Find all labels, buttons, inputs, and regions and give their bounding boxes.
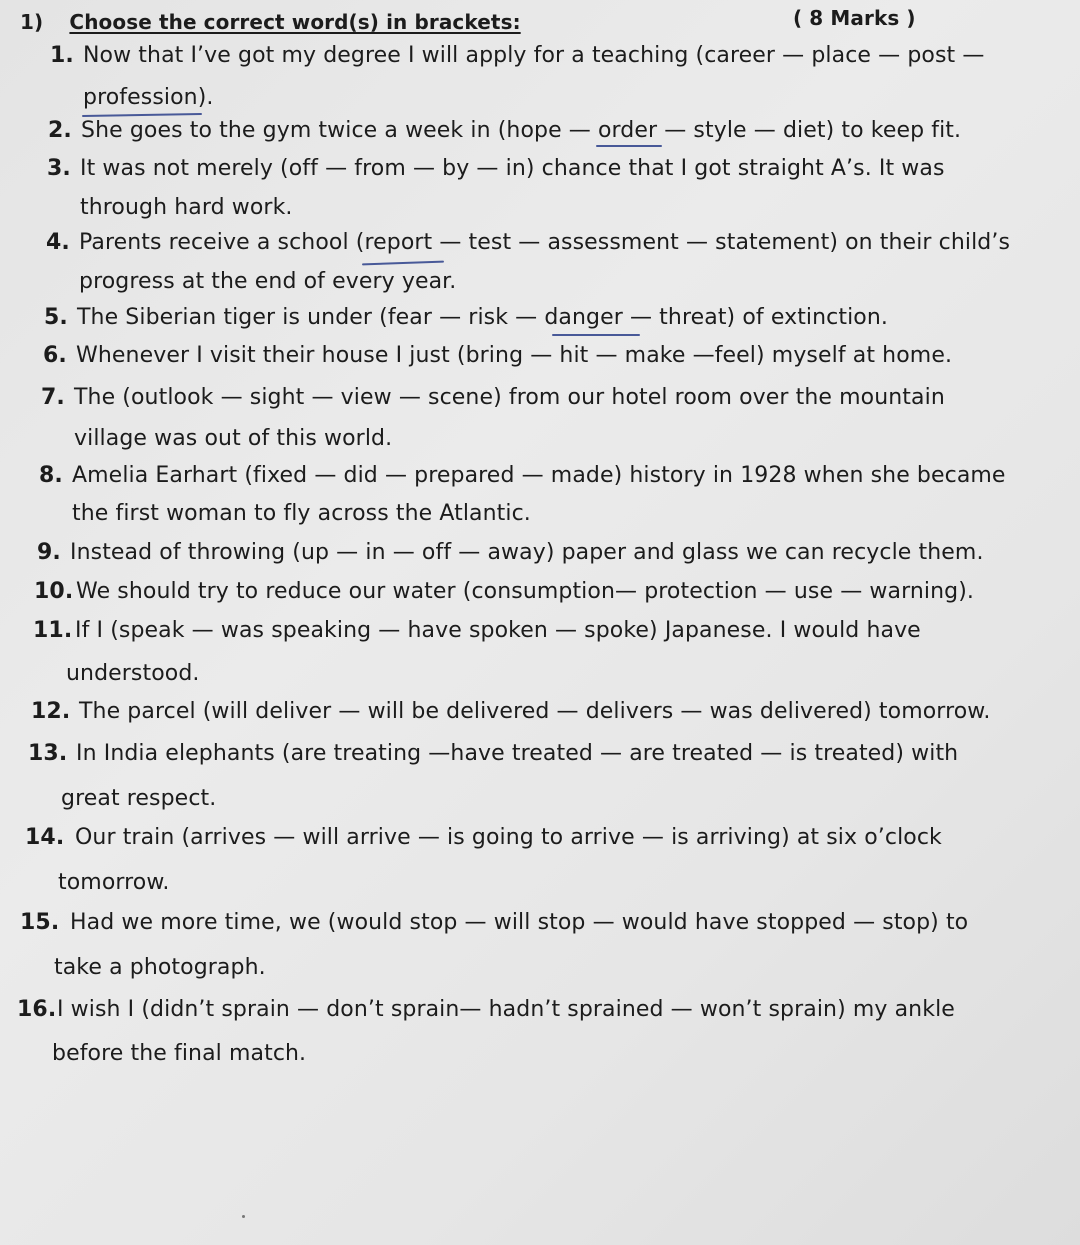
question-13	[28, 740, 958, 768]
question-4	[46, 229, 1010, 257]
question-text: If I (speak — was speaking — have spoken — spoke) Japanese. I would have	[75, 618, 921, 643]
question-4-continuation: progress at the end of every year.	[79, 269, 457, 294]
question-16-continuation: before the final match.	[52, 1041, 307, 1066]
question-9	[37, 539, 984, 567]
marks-label: ( 8 Marks )	[793, 6, 916, 30]
question-number: 5.	[44, 305, 68, 330]
question-1-continuation: profession).	[83, 85, 214, 110]
question-8	[39, 462, 1006, 490]
question-number: 3.	[47, 156, 71, 181]
question-number: 15.	[20, 910, 60, 935]
question-number: 8.	[39, 463, 63, 488]
section-heading	[20, 8, 521, 36]
question-10	[34, 578, 974, 606]
question-5	[44, 304, 888, 332]
question-number: 14.	[25, 825, 65, 850]
question-3	[47, 155, 945, 183]
question-15-continuation: take a photograph.	[54, 955, 266, 980]
question-number: 16.	[17, 997, 57, 1022]
question-text: Amelia Earhart (fixed — did — prepared — made) history in 1928 when she became	[72, 463, 1006, 488]
question-number: 9.	[37, 540, 61, 565]
question-3-continuation: through hard work.	[80, 195, 293, 220]
question-7-continuation: village was out of this world.	[74, 426, 393, 451]
question-number: 7.	[41, 385, 65, 410]
question-7	[41, 384, 945, 412]
question-text: The Siberian tiger is under (fear — risk — danger — threat) of extinction.	[77, 305, 889, 330]
question-number: 13.	[28, 741, 68, 766]
question-number: 10.	[34, 579, 74, 604]
question-text: The (outlook — sight — view — scene) from our hotel room over the mountain	[74, 385, 945, 410]
question-14	[25, 824, 942, 852]
question-6	[43, 342, 952, 370]
pen-underline-danger	[552, 334, 640, 336]
question-2	[48, 117, 961, 145]
question-15	[20, 909, 968, 937]
question-number: 11.	[33, 618, 73, 643]
question-number: 6.	[43, 343, 67, 368]
question-text: It was not merely (off — from — by — in) chance that I got straight A’s. It was	[80, 156, 945, 181]
question-number: 1.	[50, 43, 74, 68]
question-text: Our train (arrives — will arrive — is going to arrive — is arriving) at six o’clock	[75, 825, 942, 850]
question-16	[17, 996, 955, 1024]
question-12	[31, 698, 990, 726]
question-13-continuation: great respect.	[61, 786, 217, 811]
question-text: Parents receive a school (report — test — assessment — statement) on their child’s	[79, 230, 1011, 255]
question-11	[33, 617, 921, 645]
paper-speck	[242, 1215, 245, 1218]
question-text: Had we more time, we (would stop — will stop — would have stopped — stop) to	[70, 910, 969, 935]
question-text: We should try to reduce our water (consumption— protection — use — warning).	[76, 579, 974, 604]
question-text: I wish I (didn’t sprain — don’t sprain— hadn’t sprained — won’t sprain) my ankle	[57, 997, 955, 1022]
question-text: She goes to the gym twice a week in (hope — order — style — diet) to keep fit.	[81, 118, 962, 143]
question-number: 2.	[48, 118, 72, 143]
question-text: Whenever I visit their house I just (bring — hit — make —feel) myself at home.	[76, 343, 953, 368]
section-title: Choose the correct word(s) in brackets:	[69, 10, 521, 34]
question-1	[50, 42, 984, 70]
pen-underline-order	[596, 145, 662, 147]
question-number: 4.	[46, 230, 70, 255]
question-text: The parcel (will deliver — will be delivered — delivers — was delivered) tomorrow.	[79, 699, 991, 724]
question-14-continuation: tomorrow.	[58, 870, 170, 895]
section-number: 1)	[20, 10, 44, 34]
question-11-continuation: understood.	[66, 661, 200, 686]
question-number: 12.	[31, 699, 71, 724]
pen-underline-report	[362, 261, 444, 266]
question-text: Instead of throwing (up — in — off — away) paper and glass we can recycle them.	[70, 540, 984, 565]
question-text: Now that I’ve got my degree I will apply for a teaching (career — place — post —	[83, 43, 985, 68]
question-text: In India elephants (are treating —have treated — are treated — is treated) with	[76, 741, 959, 766]
question-8-continuation: the first woman to fly across the Atlantic.	[72, 501, 531, 526]
